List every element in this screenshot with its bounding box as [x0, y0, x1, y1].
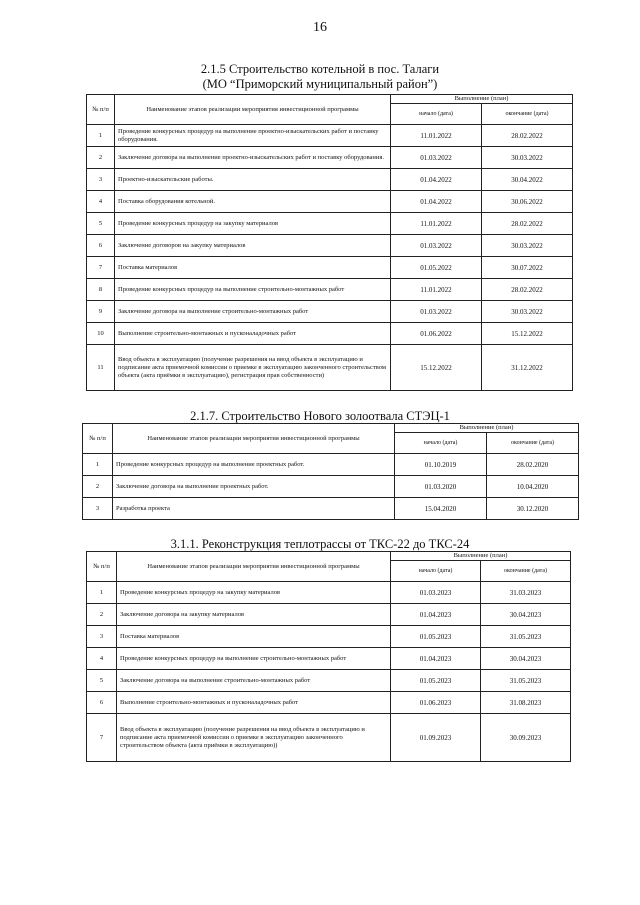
col-header-end: окончание (дата) [482, 104, 573, 125]
row-stage-name: Проведение конкурсных процедур на закупку материалов [117, 582, 391, 604]
row-end-date: 30.04.2023 [481, 648, 571, 670]
row-start-date: 01.10.2019 [395, 454, 487, 476]
table-row [87, 125, 573, 147]
table-body [87, 582, 571, 762]
row-number: 2 [83, 476, 113, 498]
row-stage-name: Поставка оборудования котельной. [115, 191, 391, 213]
row-end-date: 15.12.2022 [482, 323, 573, 345]
col-header-start: начало (дата) [391, 104, 482, 125]
row-number: 11 [87, 345, 115, 391]
col-header-exec: Выполнение (план) [391, 95, 573, 104]
row-start-date: 01.04.2022 [391, 169, 482, 191]
schedule-table-3-1-1 [86, 551, 571, 762]
row-start-date: 01.04.2022 [391, 191, 482, 213]
row-end-date: 28.02.2022 [482, 279, 573, 301]
row-stage-name: Разработка проекта [113, 498, 395, 520]
page-number: 16 [313, 20, 327, 35]
section-title-2-1-5: 2.1.5 Строительство котельной в пос. Талаги (МО “Приморский муниципальный район”) [200, 62, 440, 91]
col-header-num: № п/п [83, 424, 113, 454]
row-end-date: 28.02.2022 [482, 213, 573, 235]
table-row [87, 648, 571, 670]
row-end-date: 28.02.2020 [487, 454, 579, 476]
col-header-name: Наименование этапов реализации мероприятия инвестиционной программы [113, 424, 395, 454]
row-end-date: 30.07.2022 [482, 257, 573, 279]
row-end-date: 30.04.2023 [481, 604, 571, 626]
row-stage-name: Проведение конкурсных процедур на выполнение строительно-монтажных работ [117, 648, 391, 670]
col-header-end: окончание (дата) [481, 561, 571, 582]
table-row [87, 301, 573, 323]
row-stage-name: Проведение конкурсных процедур на выполнение проектных работ. [113, 454, 395, 476]
row-start-date: 01.06.2023 [391, 692, 481, 714]
table-row [87, 345, 573, 391]
row-start-date: 11.01.2022 [391, 213, 482, 235]
row-start-date: 15.12.2022 [391, 345, 482, 391]
row-stage-name: Проектно-изыскательские работы. [115, 169, 391, 191]
row-start-date: 01.06.2022 [391, 323, 482, 345]
section-title-2-1-7: 2.1.7. Строительство Нового золоотвала СТЭЦ-1 [190, 409, 450, 423]
row-number: 7 [87, 714, 117, 762]
col-header-name: Наименование этапов реализации мероприятия инвестиционной программы [117, 552, 391, 582]
table-row [87, 279, 573, 301]
table-row [87, 147, 573, 169]
col-header-start: начало (дата) [391, 561, 481, 582]
table-row [87, 257, 573, 279]
row-stage-name: Выполнение строительно-монтажных и пусконаладочных работ [115, 323, 391, 345]
row-stage-name: Заключение договора на выполнение строительно-монтажных работ [117, 670, 391, 692]
table-row [87, 714, 571, 762]
row-number: 2 [87, 147, 115, 169]
section-title-3-1-1: 3.1.1. Реконструкция теплотрассы от ТКС-22 до ТКС-24 [170, 537, 470, 551]
row-number: 3 [87, 626, 117, 648]
row-start-date: 01.03.2022 [391, 147, 482, 169]
row-end-date: 31.12.2022 [482, 345, 573, 391]
row-start-date: 01.04.2023 [391, 648, 481, 670]
col-header-num: № п/п [87, 552, 117, 582]
row-stage-name: Поставка материалов [115, 257, 391, 279]
table-row [83, 454, 579, 476]
row-number: 1 [83, 454, 113, 476]
row-start-date: 01.05.2022 [391, 257, 482, 279]
row-number: 2 [87, 604, 117, 626]
schedule-table-2-1-7 [82, 423, 579, 520]
col-header-name: Наименование этапов реализации мероприятия инвестиционной программы [115, 95, 391, 125]
row-start-date: 01.03.2022 [391, 235, 482, 257]
row-number: 6 [87, 692, 117, 714]
row-start-date: 01.05.2023 [391, 626, 481, 648]
table-body [83, 454, 579, 520]
row-end-date: 31.08.2023 [481, 692, 571, 714]
table-body [87, 125, 573, 391]
row-number: 10 [87, 323, 115, 345]
row-number: 6 [87, 235, 115, 257]
table-row [87, 235, 573, 257]
col-header-exec: Выполнение (план) [391, 552, 571, 561]
row-start-date: 01.05.2023 [391, 670, 481, 692]
table-row [87, 692, 571, 714]
col-header-num: № п/п [87, 95, 115, 125]
schedule-table-2-1-5 [86, 94, 573, 391]
row-stage-name: Заключение договора на выполнение проектно-изыскательских работ и поставку оборудования. [115, 147, 391, 169]
row-number: 8 [87, 279, 115, 301]
table-row [87, 670, 571, 692]
row-end-date: 30.03.2022 [482, 301, 573, 323]
row-end-date: 30.09.2023 [481, 714, 571, 762]
row-end-date: 30.06.2022 [482, 191, 573, 213]
col-header-exec: Выполнение (план) [395, 424, 579, 433]
table-row [87, 213, 573, 235]
row-end-date: 30.04.2022 [482, 169, 573, 191]
row-number: 4 [87, 191, 115, 213]
row-number: 3 [87, 169, 115, 191]
row-end-date: 30.03.2022 [482, 147, 573, 169]
table-row [87, 191, 573, 213]
table-row [83, 476, 579, 498]
row-stage-name: Заключение договоров на закупку материалов [115, 235, 391, 257]
row-number: 7 [87, 257, 115, 279]
row-start-date: 01.03.2022 [391, 301, 482, 323]
row-stage-name: Проведение конкурсных процедур на выполнение проектно-изыскательских работ и поставку оборудования. [115, 125, 391, 147]
row-stage-name: Проведение конкурсных процедур на закупку материалов [115, 213, 391, 235]
row-stage-name: Поставка материалов [117, 626, 391, 648]
row-end-date: 28.02.2022 [482, 125, 573, 147]
row-stage-name: Ввод объекта в эксплуатацию (получение разрешения на ввод объекта в эксплуатацию и подписание акта приемочной комиссии о приемке в эксплуатацию законченного строительством объекта (акта приёмки в эксплуатацию)) [117, 714, 391, 762]
row-end-date: 31.05.2023 [481, 626, 571, 648]
table-row [87, 169, 573, 191]
row-start-date: 01.09.2023 [391, 714, 481, 762]
row-stage-name: Ввод объекта в эксплуатацию (получение разрешения на ввод объекта в эксплуатацию и подписание акта приемочной комиссии о приемке в эксплуатацию законченного строительством объекта (акта приёмки в эксплуатацию), регистрация прав собственности) [115, 345, 391, 391]
row-number: 4 [87, 648, 117, 670]
row-end-date: 31.03.2023 [481, 582, 571, 604]
row-number: 3 [83, 498, 113, 520]
row-stage-name: Заключение договора на закупку материалов [117, 604, 391, 626]
row-number: 9 [87, 301, 115, 323]
row-end-date: 30.12.2020 [487, 498, 579, 520]
table-row [83, 498, 579, 520]
col-header-start: начало (дата) [395, 433, 487, 454]
table-row [87, 323, 573, 345]
row-number: 5 [87, 213, 115, 235]
col-header-end: окончание (дата) [487, 433, 579, 454]
row-start-date: 11.01.2022 [391, 125, 482, 147]
row-number: 5 [87, 670, 117, 692]
table-row [87, 626, 571, 648]
row-stage-name: Проведение конкурсных процедур на выполнение строительно-монтажных работ [115, 279, 391, 301]
table-row [87, 582, 571, 604]
row-end-date: 10.04.2020 [487, 476, 579, 498]
row-number: 1 [87, 125, 115, 147]
row-end-date: 31.05.2023 [481, 670, 571, 692]
row-start-date: 01.04.2023 [391, 604, 481, 626]
row-stage-name: Выполнение строительно-монтажных и пусконаладочных работ [117, 692, 391, 714]
row-number: 1 [87, 582, 117, 604]
row-start-date: 01.03.2020 [395, 476, 487, 498]
row-stage-name: Заключение договора на выполнение строительно-монтажных работ [115, 301, 391, 323]
row-start-date: 15.04.2020 [395, 498, 487, 520]
row-start-date: 11.01.2022 [391, 279, 482, 301]
row-stage-name: Заключение договора на выполнение проектных работ. [113, 476, 395, 498]
row-start-date: 01.03.2023 [391, 582, 481, 604]
row-end-date: 30.03.2022 [482, 235, 573, 257]
table-row [87, 604, 571, 626]
